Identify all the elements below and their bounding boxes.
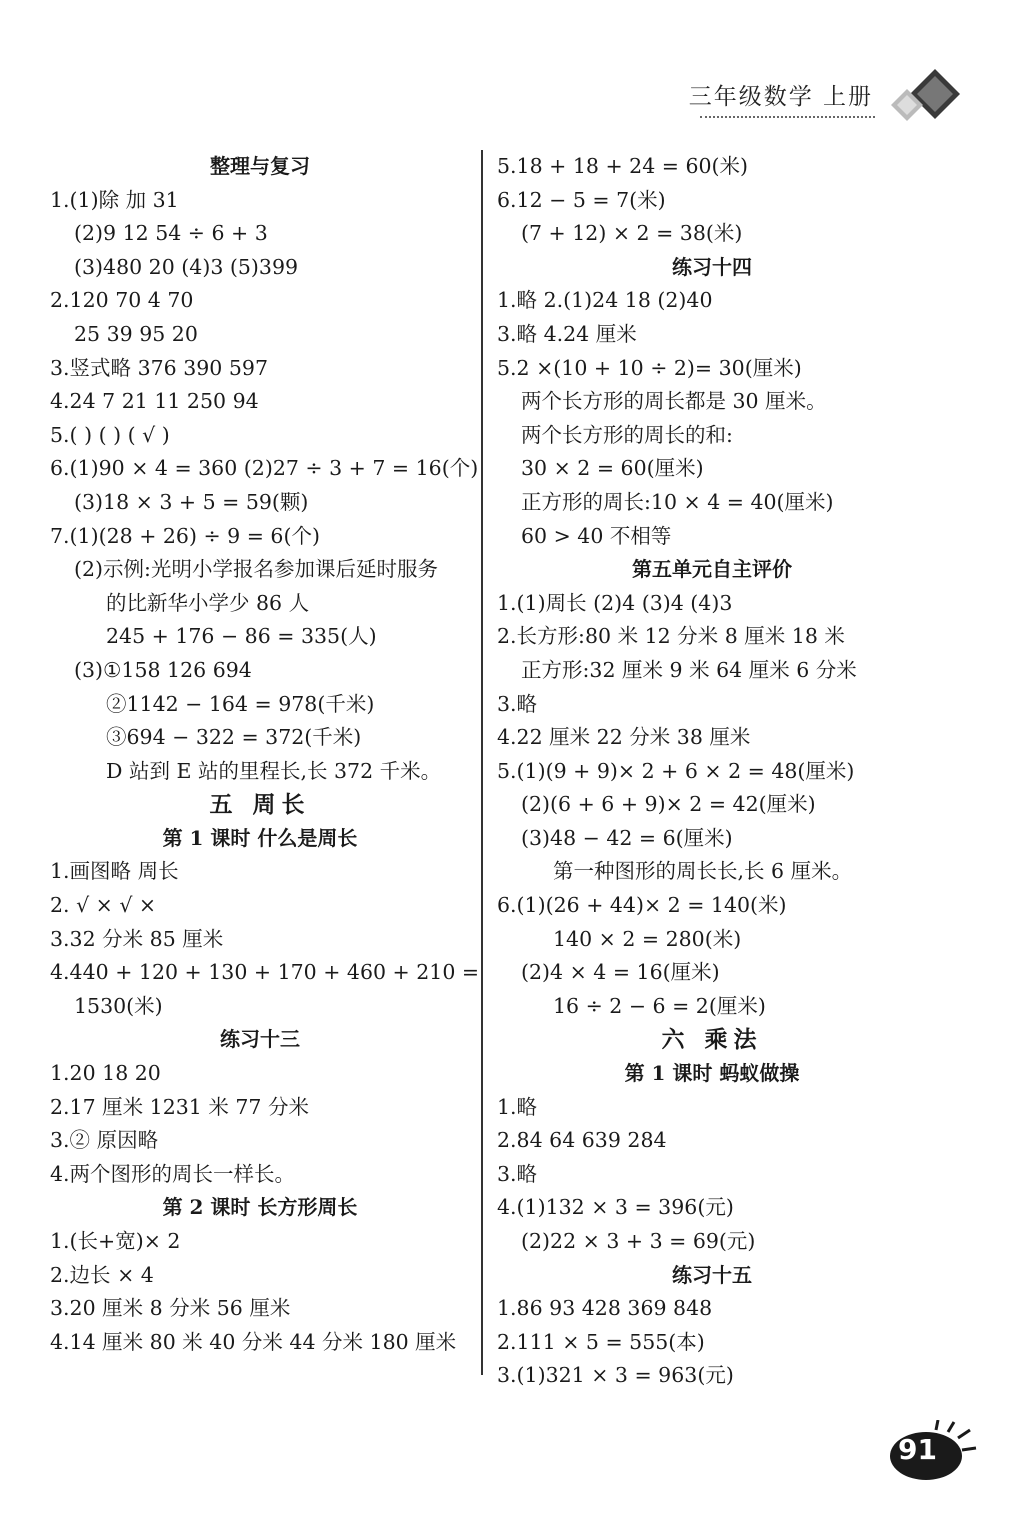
answer-line: 7.(1)(28 + 26) ÷ 9 = 6(个) (50, 523, 320, 548)
answer-line: 16 ÷ 2 − 6 = 2(厘米) (553, 993, 766, 1018)
section-heading: 第五单元自主评价 (632, 557, 792, 582)
answer-line: 正方形的周长:10 × 4 = 40(厘米) (521, 489, 834, 514)
answer-line: 5.(1)(9 + 9)× 2 + 6 × 2 = 48(厘米) (497, 758, 855, 783)
answer-line: (3)①158 126 694 (74, 657, 252, 682)
answer-line: ②1142 − 164 = 978(千米) (106, 691, 375, 716)
section-heading: 整理与复习 (210, 154, 310, 178)
answer-line: 6.12 − 5 = 7(米) (497, 187, 666, 212)
answer-line: (2)(6 + 6 + 9)× 2 = 42(厘米) (521, 792, 816, 817)
page-number: 91 (898, 1433, 937, 1466)
answer-line: 3.32 分米 85 厘米 (50, 926, 224, 951)
header-diamond-decoration (885, 64, 965, 134)
section-heading: 六 乘法 (661, 1026, 763, 1054)
answer-line: 4.两个图形的周长一样长。 (50, 1161, 296, 1186)
answer-line: 5.2 ×(10 + 10 ÷ 2)= 30(厘米) (497, 355, 802, 380)
answer-line: 3.略 (497, 691, 538, 716)
answer-line: 正方形:32 厘米 9 米 64 厘米 6 分米 (521, 657, 857, 682)
answer-line: 140 × 2 = 280(米) (553, 926, 742, 951)
answer-line: ③694 − 322 = 372(千米) (106, 725, 362, 750)
left-column-answers (50, 150, 480, 1359)
answer-line: (3)18 × 3 + 5 = 59(颗) (74, 489, 309, 514)
answer-line: 1.(1)除 加 31 (50, 187, 179, 212)
right-column-answers (497, 150, 927, 1393)
answer-line: 2.17 厘米 1231 米 77 分米 (50, 1094, 309, 1119)
answer-line: (3)480 20 (4)3 (5)399 (74, 254, 299, 279)
header-dotted-rule (700, 116, 875, 118)
answer-line: 4.14 厘米 80 米 40 分米 44 分米 180 厘米 (50, 1329, 457, 1354)
answer-line: 4.(1)132 × 3 = 396(元) (497, 1195, 734, 1220)
answer-line: 4.24 7 21 11 250 94 (50, 389, 259, 414)
section-heading: 五 周长 (209, 791, 311, 819)
answer-line: (3)48 − 42 = 6(厘米) (521, 825, 733, 850)
section-heading: 第 1 课时 蚂蚁做操 (624, 1061, 800, 1086)
answer-line: 30 × 2 = 60(厘米) (521, 456, 704, 481)
section-heading: 第 2 课时 长方形周长 (162, 1195, 358, 1220)
answer-line: (2)22 × 3 + 3 = 69(元) (521, 1229, 756, 1253)
answer-line: 3.略 4.24 厘米 (497, 321, 637, 346)
answer-line: 3.略 (497, 1161, 538, 1186)
answer-line: 1.20 18 20 (50, 1061, 161, 1086)
answer-line: 1.略 (497, 1094, 538, 1119)
column-divider (481, 150, 483, 1375)
answer-line: 5.18 + 18 + 24 = 60(米) (497, 154, 749, 178)
answer-line: 1.画图略 周长 (50, 859, 179, 884)
answer-line: 25 39 95 20 (74, 321, 198, 346)
answer-line: 2.边长 × 4 (50, 1262, 154, 1287)
answer-line: 2.120 70 4 70 (50, 288, 194, 313)
answer-line: 6.(1)(26 + 44)× 2 = 140(米) (497, 893, 787, 918)
answer-line: 60 > 40 不相等 (521, 523, 672, 548)
answer-line: 2.84 64 639 284 (497, 1128, 667, 1153)
answer-line: 3.竖式略 376 390 597 (50, 355, 268, 380)
answer-line: 1530(米) (74, 993, 163, 1018)
answer-line: 4.22 厘米 22 分米 38 厘米 (497, 725, 751, 750)
section-heading: 练习十三 (220, 1027, 300, 1052)
answer-line: 1.略 2.(1)24 18 (2)40 (497, 288, 713, 313)
answer-line: 2. √ × √ × (50, 893, 157, 918)
answer-line: 第一种图形的周长长,长 6 厘米。 (553, 859, 853, 884)
answer-line: 3.② 原因略 (50, 1128, 159, 1153)
answer-line: 5.( ) ( ) ( √ ) (50, 422, 170, 447)
answer-line: 1.86 93 428 369 848 (497, 1296, 713, 1321)
answer-line: (2)9 12 54 ÷ 6 + 3 (74, 221, 268, 246)
answer-line: (7 + 12) × 2 = 38(米) (521, 221, 743, 246)
answer-line: 4.440 + 120 + 130 + 170 + 460 + 210 = (50, 960, 480, 985)
answer-line: (2)示例:光明小学报名参加课后延时服务 (74, 557, 438, 582)
answer-line: D 站到 E 站的里程长,长 372 千米。 (106, 758, 442, 783)
page-header-title: 三年级数学 上册 (688, 84, 873, 110)
answer-line: 3.(1)321 × 3 = 963(元) (497, 1363, 734, 1388)
answer-line: 1.(长+宽)× 2 (50, 1229, 181, 1253)
answer-line: 两个长方形的周长的和: (521, 422, 733, 447)
answer-line: 245 + 176 − 86 = 335(人) (106, 624, 377, 649)
answer-line: 2.长方形:80 米 12 分米 8 厘米 18 米 (497, 624, 845, 649)
answer-line: 3.20 厘米 8 分米 56 厘米 (50, 1296, 291, 1321)
answer-line: 1.(1)周长 (2)4 (3)4 (4)3 (497, 590, 733, 615)
answer-line: 2.111 × 5 = 555(本) (497, 1329, 705, 1354)
answer-line: (2)4 × 4 = 16(厘米) (521, 960, 720, 985)
section-heading: 练习十四 (672, 254, 752, 279)
section-heading: 第 1 课时 什么是周长 (162, 825, 358, 850)
answer-line: 的比新华小学少 86 人 (106, 590, 310, 615)
answer-line: 6.(1)90 × 4 = 360 (2)27 ÷ 3 + 7 = 16(个) (50, 456, 479, 481)
answer-line: 两个长方形的周长都是 30 厘米。 (521, 389, 827, 414)
section-heading: 练习十五 (672, 1262, 752, 1287)
